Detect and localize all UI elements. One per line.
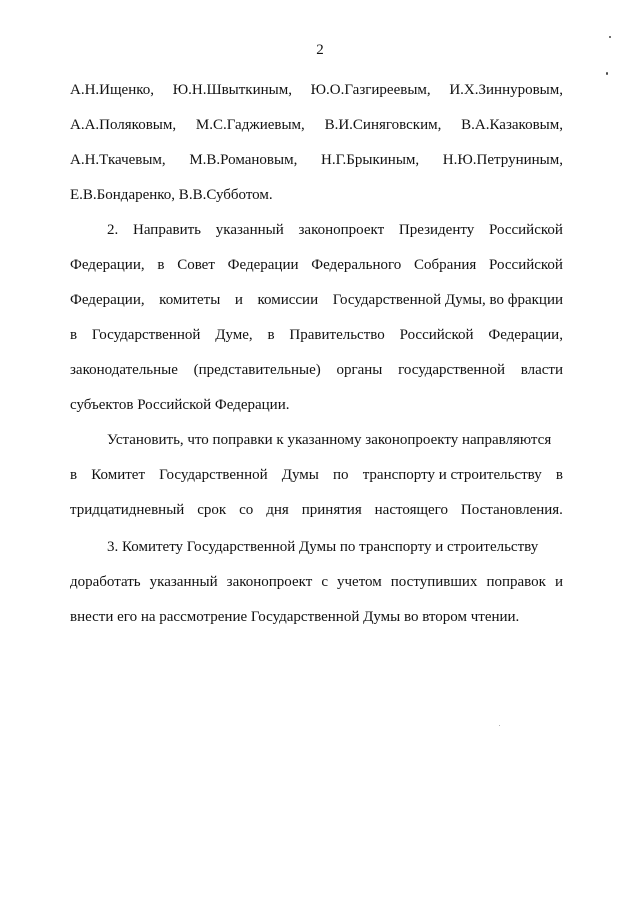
word: власти (520, 362, 563, 378)
word: и (554, 574, 563, 590)
author-name: Ю.Н.Швыткиным, (172, 82, 292, 98)
word: государственной (398, 362, 505, 378)
scan-speck (606, 72, 608, 75)
word: тридцатидневный (70, 502, 185, 518)
word: в (157, 257, 165, 273)
word: и (234, 292, 243, 308)
word: Российской (489, 257, 563, 273)
word: законодательные (70, 362, 178, 378)
word: Федерации, (70, 257, 145, 273)
author-name: А.А.Поляковым, (70, 117, 177, 133)
word: поступивших (390, 574, 478, 590)
word: дня (266, 502, 289, 518)
author-name: В.И.Синяговским, (324, 117, 442, 133)
word: Направить (133, 222, 201, 238)
word: законопроект (298, 222, 385, 238)
word: комиссии (257, 292, 319, 308)
word: в (70, 467, 78, 483)
paragraph-2-line-5 (70, 361, 563, 379)
paragraph-3-line-1: 3. Комитету Государственной Думы по транспорту и строительству (107, 539, 539, 555)
author-name: А.Н.Ткачевым, (70, 152, 166, 168)
scan-speck (499, 725, 500, 726)
word: Российской (399, 327, 474, 343)
word: срок (197, 502, 227, 518)
word: Государственной (159, 467, 268, 483)
word: Правительство (289, 327, 385, 343)
word: в (70, 327, 78, 343)
word: принятия (301, 502, 362, 518)
authors-row-2 (70, 116, 563, 134)
author-name: В.А.Казаковым, (461, 117, 563, 133)
author-name: Ю.О.Газгиреевым, (310, 82, 431, 98)
word: Президенту (398, 222, 475, 238)
paragraph-2-line-4 (70, 326, 563, 344)
paragraph-2-line-1 (70, 221, 563, 239)
word: по (333, 467, 349, 483)
word: законопроект (226, 574, 313, 590)
word: Федерации, (70, 292, 145, 308)
word: поправок (486, 574, 546, 590)
word: органы (336, 362, 383, 378)
word: в (555, 467, 563, 483)
word: учетом (337, 574, 382, 590)
amendments-line-3 (70, 501, 563, 519)
author-name: Н.Ю.Петруниным, (442, 152, 563, 168)
word: (представительные) (193, 362, 321, 378)
word: настоящего (374, 502, 448, 518)
word: Российской (489, 222, 563, 238)
word: доработать (70, 574, 141, 590)
word: указанный (149, 574, 218, 590)
scan-speck (609, 36, 611, 38)
word: в (267, 327, 275, 343)
paragraph-3-line-2 (70, 573, 563, 591)
word: комитеты (159, 292, 221, 308)
page-number: 2 (316, 42, 324, 58)
amendments-line-2 (70, 466, 563, 484)
authors-row-3 (70, 151, 563, 169)
word: 2. (107, 222, 119, 238)
paragraph-2-line-3 (70, 291, 563, 309)
word: Думе, (215, 327, 253, 343)
word: транспорту и строительству (362, 467, 542, 483)
word: со (239, 502, 254, 518)
word: Государственной Думы, во фракции (332, 292, 563, 308)
word: Федерации (227, 257, 299, 273)
author-name: М.В.Романовым, (189, 152, 298, 168)
author-name: А.Н.Ищенко, (70, 82, 155, 98)
paragraph-2-line-2 (70, 256, 563, 274)
word: с (321, 574, 328, 590)
word: Собрания (414, 257, 477, 273)
word: Постановления. (460, 502, 563, 518)
author-name: М.С.Гаджиевым, (195, 117, 305, 133)
author-name: И.Х.Зиннуровым, (449, 82, 563, 98)
word: Федерального (311, 257, 402, 273)
authors-row-4: Е.В.Бондаренко, В.В.Субботом. (70, 187, 273, 203)
word: указанный (215, 222, 284, 238)
amendments-line-1: Установить, что поправки к указанному законопроекту направляются (107, 432, 552, 448)
word: Государственной (91, 327, 201, 343)
paragraph-2-line-6: субъектов Российской Федерации. (70, 397, 290, 413)
word: Комитет (91, 467, 145, 483)
author-name: Н.Г.Брыкиным, (320, 152, 420, 168)
word: Федерации, (488, 327, 563, 343)
word: Совет (177, 257, 215, 273)
paragraph-3-line-3: внести его на рассмотрение Государственной Думы во втором чтении. (70, 609, 520, 625)
word: Думы (281, 467, 319, 483)
authors-row-1 (70, 81, 563, 99)
